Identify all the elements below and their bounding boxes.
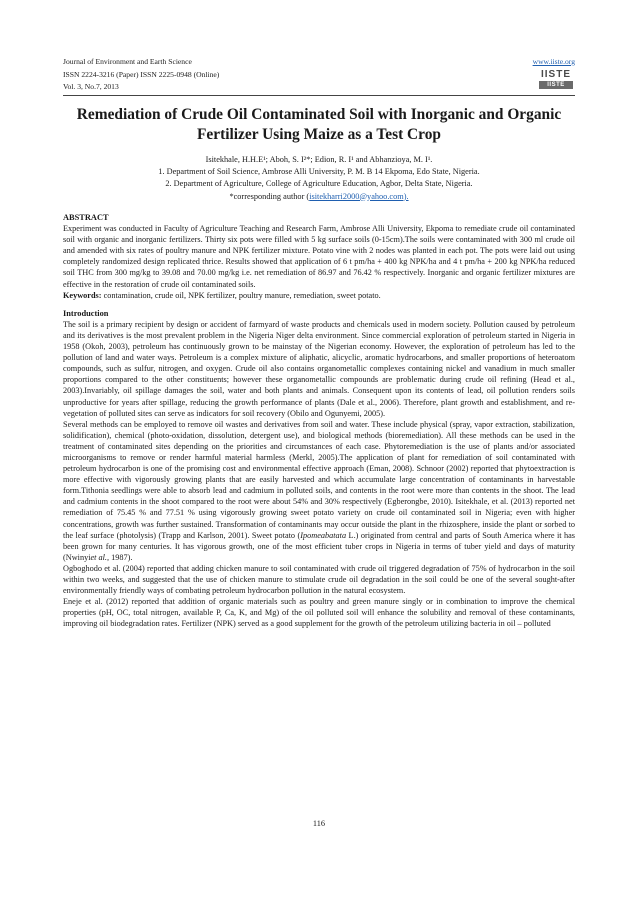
paper-title: Remediation of Crude Oil Contaminated Soil with Inorganic and Organic Fertilizer Using Maize as a Test Crop — [76, 106, 562, 143]
intro-paragraph-2 — [63, 419, 575, 563]
introduction-heading: Introduction — [63, 308, 109, 318]
journal-name: Journal of Environment and Earth Science — [63, 57, 192, 66]
logo-bar-text: IISTE — [539, 81, 573, 89]
page-number: 116 — [312, 819, 326, 828]
journal-header — [63, 56, 575, 94]
intro-p2-end: 1987). — [109, 552, 133, 562]
affiliation-2: 2. Department of Agriculture, College of Agriculture Education, Agbor, Delta State, Nigeria. — [165, 179, 473, 189]
logo-top-text: IISTE — [540, 69, 571, 80]
paper-body — [63, 212, 575, 629]
journal-volume: Vol. 3, No.7, 2013 — [63, 82, 119, 91]
journal-url-link[interactable]: www.iiste.org — [532, 57, 575, 66]
keywords-list: contamination, crude oil, NPK fertilizer, poultry manure, remediation, sweet potato. — [101, 290, 381, 300]
author-names: Isitekhale, H.H.E¹; Aboh, S. I²*; Edion, R. I¹ and Abhanzioya, M. I¹. — [205, 155, 433, 164]
keywords-label: Keywords: — [63, 290, 102, 300]
author-block — [63, 154, 575, 203]
intro-paragraph-1: The soil is a primary recipient by design or accident of farmyard of waste products and chemicals used in modern society. Pollution caused by petroleum and its derivatives is the most prevalent problem in the Nigeria Niger delta environment. Since commercial exploration of petroleum started in Nigeria in 1958 (Okoh, 2003), petroleum has continuously grown to be mainstay of the Nigerian economy. However, the exploration of petroleum has led to the pollution of land and water ways. Petroleum is a complex mixture of aliphatic, alicyclic, aromatic hydrocarbons, and smaller proportions of heteroatom compounds, such as sulfur, nitrogen, and oxygen. Crude oil also contains organometallic complexes containing nickel and vanadium in much smaller proportions compared to the other constituents; however these organometallic compounds are problematic during crude oil refining (Head et al., 2003).Invariably, oil spillage damages the soil, water and both plants and animals. Consequent upon its contents of lead, oil pollution renders soils unproductive for years after spillage, reducing the growth performance of plants (Dale et al., 2006). Therefore, plant growth and establishment, and re-vegetation of polluted sites can serve as indicators for soil recovery (Obilo and Ogunyemi, 2005). — [63, 319, 575, 418]
corresponding-prefix: *corresponding author ( — [229, 191, 310, 201]
section-gap — [63, 301, 575, 308]
intro-p2-text: Several methods can be employed to remove oil wastes and derivatives from soil and water. These include physical (spray, vapor extraction, stabilization, solidification), chemical (photo-oxidation, dissolution, detergent use), and biological methods (bioremediation). All these methods can be used in the treatment of contaminated sites depending on the priorities and circumstances of each case. Phytoremediation is the use of plants and/or associated microorganisms to remove or render harmful material harmless (Merkl, 2005).The application of plant for remediation of soil contaminated with petroleum hydrocarbon is one of the promising cost and environmental effective approach (Eman, 2008). Schnoor (2002) reported that phytoextraction is more effective with vigorously growing plants that are easily harvested and which accumulate large concentration of contaminants in harvestable form.Tithonia seedlings were able to absorb lead and cadmium in polluted soils, and contents in the root were more than contents in the shoot. The lead and cadmium contents in the shoot compared to the root were about 54% and 30% respectively (Egberongbe, 2010). Isitekhale, et al. (2013) reported net remediation of 75.45 % and 77.51 % using vigorously growing sweet potato variety on crude oil contaminated soil in Nigeria; even with higher concentrations, growth was further sustained. Transformation of contaminants may occur outside the plant in the rhizosphere, inside the plant or sorbed to the leaf surface (photolysis) (Trapp and Karlson, 2001). Sweet potato ( — [63, 419, 575, 540]
journal-issn: ISSN 2224-3216 (Paper) ISSN 2225-0948 (Online) — [63, 69, 220, 79]
affiliation-1: 1. Department of Soil Science, Ambrose Alli University, P. M. B 14 Ekpoma, Edo State, Nigeria. — [158, 167, 480, 177]
et-al: et al., — [90, 552, 110, 562]
intro-p2-cont: L.) originated from central and parts of South America where it has been grown for many centuries. It has vigorous growth, one of the most efficient tuber crops in Nigeria in terms of tuber yield and days of maturity (Nwinyi — [63, 530, 576, 562]
abstract-heading: ABSTRACT — [63, 213, 109, 222]
corresponding-email-link[interactable]: isitekharri2000@yahoo.com). — [309, 191, 409, 201]
header-rule — [63, 95, 575, 96]
species-name: Ipomeabatata — [300, 530, 347, 540]
iiste-logo — [537, 69, 575, 91]
intro-paragraph-3: Ogboghodo et al. (2004) reported that adding chicken manure to soil contaminated with crude oil triggered degradation of 75% of hydrocarbon in the soil within two weeks, and suggested that the use of chicken manure to stimulate crude oil degradation in the soil could be one of the several sought-after environmentally friendly ways of combating petroleum hydrocarbon pollution in the natural ecosystem. — [63, 563, 575, 596]
keywords — [63, 290, 575, 301]
intro-paragraph-4: Eneje et al. (2012) reported that addition of organic materials such as poultry and green manure singly or in combination to improve the chemical properties (pH, OC, total nitrogen, available P, Ca, K, and Mg) of the oil polluted soil will enhance the solubility and removal of these contaminants, improving oil biodegradation rates. Fertilizer (NPK) served as a good supplement for the growth of the petroleum utilizing bacteria in oil – polluted — [63, 597, 575, 629]
abstract-text: Experiment was conducted in Faculty of Agriculture Teaching and Research Farm, Ambrose Alli University, Ekpoma to remediate crude oil contaminated soil with organic and inorganic fertilizers. Thirty six pots were filled with 5 kg surface soils (0-15cm).The soils were contaminated with 300 ml crude oil and amended with six rates of poultry manure and NPK fertilizer mixture. Potato vine with 2 nodes was planted in each pot. The pots were laid out using completely randomized design replicated thrice. Results showed that application of 6 t pm/ha + 400 kg NPK/ha and 4 t pm/ha + 200 kg NPK/ha reduced soil THC from 300 mg/kg to 39.08 and 70.00 mg/kg i.e. net remediation of 86.97 and 76.42 % respectively. Inorganic and organic fertilizer mixtures are effective in the restoration of crude oil contaminated soils. — [63, 224, 575, 289]
corresponding-author — [63, 191, 575, 203]
